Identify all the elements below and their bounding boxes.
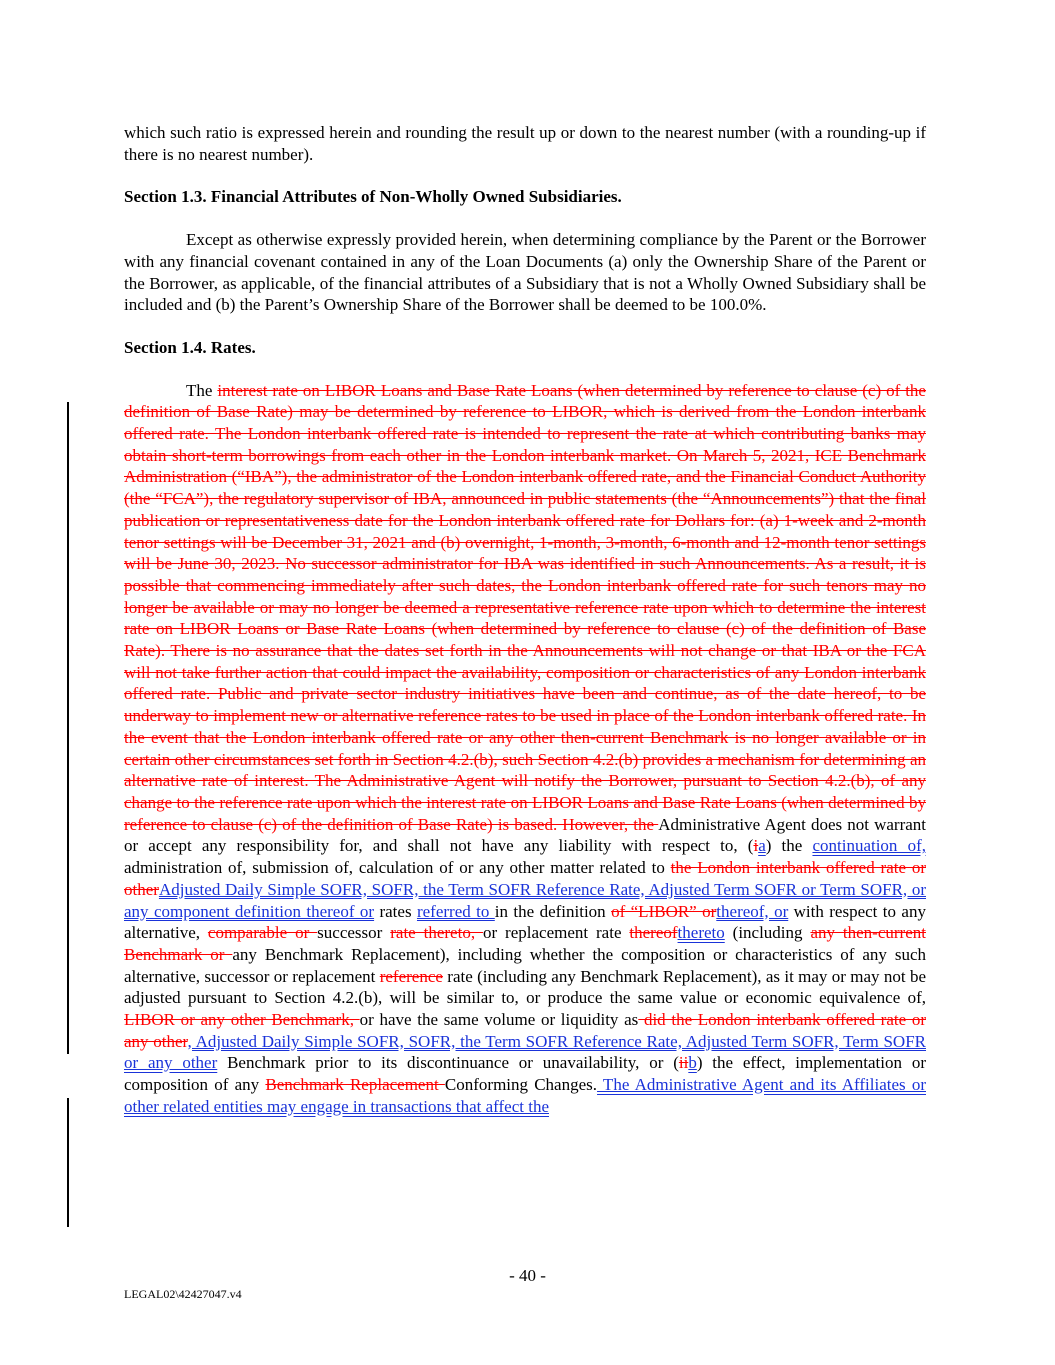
- inserted-text-run: b: [688, 1053, 697, 1073]
- change-bar-1: [67, 402, 69, 1054]
- text-run: or replacement rate: [482, 923, 630, 943]
- paragraph-section-1-4-redline: [124, 380, 926, 1118]
- deleted-text-run: any then-current Benchmark or: [124, 923, 926, 964]
- deleted-text-run: ii: [678, 1053, 689, 1073]
- deleted-text-run: thereof: [629, 923, 678, 943]
- inserted-text-run: thereto: [677, 923, 725, 943]
- document-id: LEGAL02\42427047.v4: [124, 1287, 242, 1301]
- text-run: rate (including any Benchmark Replacement), as it may or may not be adjusted pursuant to Section 4.2.(b), will be similar to, or produce the same value or economic equivalence of,: [124, 966, 926, 1008]
- paragraph-continuation: which such ratio is expressed herein and rounding the result up or down to the nearest number (with a rounding-up if there is no nearest number).: [124, 123, 926, 164]
- text-run: administration of, submission of, calculation of or any other matter related to: [124, 858, 671, 878]
- deleted-text-run: LIBOR or any other Benchmark,: [124, 1010, 360, 1030]
- deleted-text-run: reference: [379, 966, 443, 986]
- inserted-text-run: , Adjusted Daily Simple SOFR, SOFR, the Term SOFR Reference Rate, Adjusted Term SOFR, Term SOFR or any other: [124, 1031, 926, 1073]
- text-run: (including: [724, 923, 811, 943]
- page-number: - 40 -: [509, 1266, 546, 1285]
- inserted-text-run: The Administrative Agent and its Affiliates or other related entities may engage in transactions that affect the: [124, 1075, 926, 1116]
- deleted-text-run: Benchmark Replacement: [265, 1075, 445, 1095]
- text-run: rates: [374, 901, 417, 921]
- text-run: successor: [317, 923, 391, 943]
- text-run: ) the effect, implementation or composition of any: [124, 1053, 926, 1095]
- text-run: Conforming Changes.: [444, 1075, 598, 1095]
- text-run: The: [186, 380, 218, 400]
- deleted-text-run: i: [753, 836, 759, 856]
- deleted-text-run: interest rate on LIBOR Loans and Base Rate Loans (when determined by reference to clause (c) of the definition of Base Rate) may be determined by reference to LIBOR, which is derived from the London interbank offered rate. The London interbank offered rate is intended to represent the rate at which contributing banks may obtain short-term borrowings from each other in the London interbank market. On March 5, 2021, ICE Benchmark Administration (“IBA”), the administrator of the London interbank offered rate, and the Financial Conduct Authority (the “FCA”), the regulatory supervisor of IBA, announced in public statements (the “Announcements”) that the final publication or representativeness date for the London interbank offered rate for Dollars for: (a) 1-week and 2-month tenor settings will be December 31, 2021 and (b) overnight, 1-month, 3-month, 6-month and 12-month tenor settings will be June 30, 2023. No successor administrator for IBA was identified in such Announcements. As a result, it is possible that commencing immediately after such dates, the London interbank offered rate for such tenors may no longer be available or may no longer be deemed a representative reference rate upon which to determine the interest rate on LIBOR Loans or Base Rate Loans (when determined by reference to clause (c) of the definition of Base Rate). There is no assurance that the dates set forth in the Announcements will not change or that IBA or the FCA will not take further action that could impact the availability, composition or characteristics of any London interbank offered rate. Public and private sector industry initiatives have been and continue, as of the date hereof, to be underway to implement new or alternative reference rates to be used in place of the London interbank offered rate. In the event that the London interbank offered rate or any other then-current Benchmark is no longer available or in certain other circumstances set forth in Section 4.2.(b), such Section 4.2.(b) provides a mechanism for determining an alternative rate of interest. The Administrative Agent will notify the Borrower, pursuant to Section 4.2.(b), of any change to the reference rate upon which the interest rate on LIBOR Loans and Base Rate Loans (when determined by reference to clause (c) of the definition of Base Rate) is based. However, the: [124, 380, 926, 834]
- inserted-text-run: Adjusted Daily Simple SOFR, SOFR, the Term SOFR Reference Rate, Adjusted Term SOFR or Term SOFR, or any component definition thereof or: [124, 879, 926, 921]
- paragraph-section-1-3: Except as otherwise expressly provided herein, when determining compliance by the Parent or the Borrower with any financial covenant contained in any of the Loan Documents (a) only the Ownership Share of the Parent or the Borrower, as applicable, of the financial attributes of a Subsidiary that is not a Wholly Owned Subsidiary shall be included and (b) the Parent’s Ownership Share of the Borrower shall be deemed to be 100.0%.: [124, 230, 926, 315]
- section-heading-1-3: Section 1.3. Financial Attributes of Non-Wholly Owned Subsidiaries.: [124, 187, 622, 207]
- text-run: Benchmark prior to its discontinuance or unavailability, or (: [217, 1053, 679, 1073]
- section-heading-1-4: Section 1.4. Rates.: [124, 337, 256, 357]
- document-page: [124, 122, 926, 1118]
- deleted-text-run: did the London interbank offered rate or any other: [124, 1010, 926, 1051]
- deleted-text-run: of “LIBOR” or: [611, 901, 717, 921]
- change-bar-2: [67, 1098, 69, 1227]
- inserted-text-run: thereof, or: [716, 901, 789, 921]
- inserted-text-run: a: [758, 836, 766, 856]
- text-run: any Benchmark Replacement), including whether the composition or characteristics of any such alternative, successor or replacement: [124, 944, 926, 986]
- inserted-text-run: continuation of,: [812, 836, 926, 856]
- deleted-text-run: the London interbank offered rate or other: [124, 858, 926, 899]
- text-run: or have the same volume or liquidity as: [359, 1010, 639, 1030]
- text-run: Administrative Agent does not warrant or accept any responsibility for, and shall not have any liability with respect to, (: [124, 814, 927, 856]
- deleted-text-run: comparable or: [207, 923, 318, 943]
- deleted-text-run: rate thereto,: [390, 923, 483, 943]
- text-run: in the definition: [494, 901, 612, 921]
- inserted-text-run: referred to: [416, 901, 495, 921]
- text-run: ) the: [765, 836, 813, 856]
- text-run: with respect to any alternative,: [124, 901, 926, 943]
